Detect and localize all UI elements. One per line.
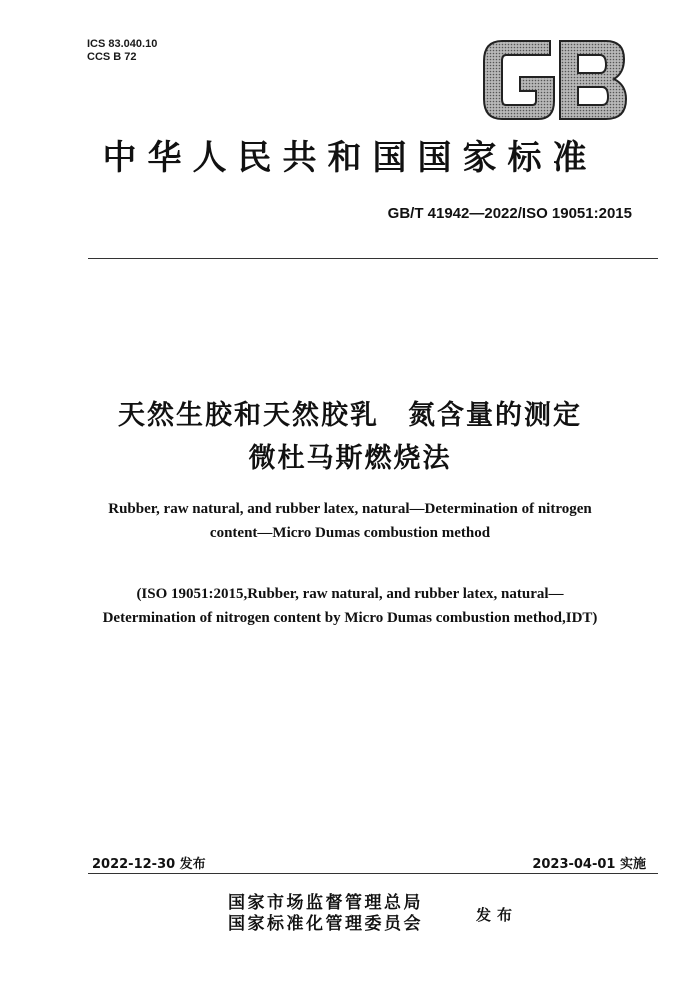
english-title (0, 497, 700, 545)
issuer-sac: 国家标准化管理委员会 (228, 914, 423, 934)
gb-logo (480, 37, 630, 123)
ics-code: ICS 83.040.10 (87, 38, 158, 50)
issuing-authorities (228, 893, 423, 935)
top-divider (88, 258, 658, 259)
english-title-line-1: Rubber, raw natural, and rubber latex, natural—Determination of nitrogen (108, 501, 592, 517)
english-title-line-2: content—Micro Dumas combustion method (209, 525, 491, 541)
chinese-title-line-2: 微杜马斯燃烧法 (248, 443, 452, 474)
implementation-date: 2023-04-01 实施 (532, 857, 646, 872)
gb-logo-letter-b (560, 41, 626, 119)
ccs-code: CCS B 72 (87, 51, 137, 63)
bottom-divider (88, 873, 658, 874)
publish-label: 发布 (476, 906, 519, 924)
issuer-samr: 国家市场监督管理总局 (228, 893, 423, 913)
standard-number: GB/T 41942—2022/ISO 19051:2015 (387, 205, 632, 222)
gb-logo-letter-g (484, 41, 554, 119)
gb-logo-text: GB (555, 91, 557, 92)
iso-reference (0, 582, 700, 630)
iso-reference-line-2: Determination of nitrogen content by Micro Dumas combustion method,IDT) (102, 610, 598, 626)
national-standard-title: 中华人民共和国国家标准 (102, 138, 598, 178)
iso-reference-line-1: (ISO 19051:2015,Rubber, raw natural, and rubber latex, natural— (136, 586, 564, 602)
classification-codes (87, 38, 157, 64)
issue-date: 2022-12-30 发布 (92, 857, 206, 872)
chinese-title-line-1: 天然生胶和天然胶乳 氮含量的测定 (118, 400, 582, 431)
